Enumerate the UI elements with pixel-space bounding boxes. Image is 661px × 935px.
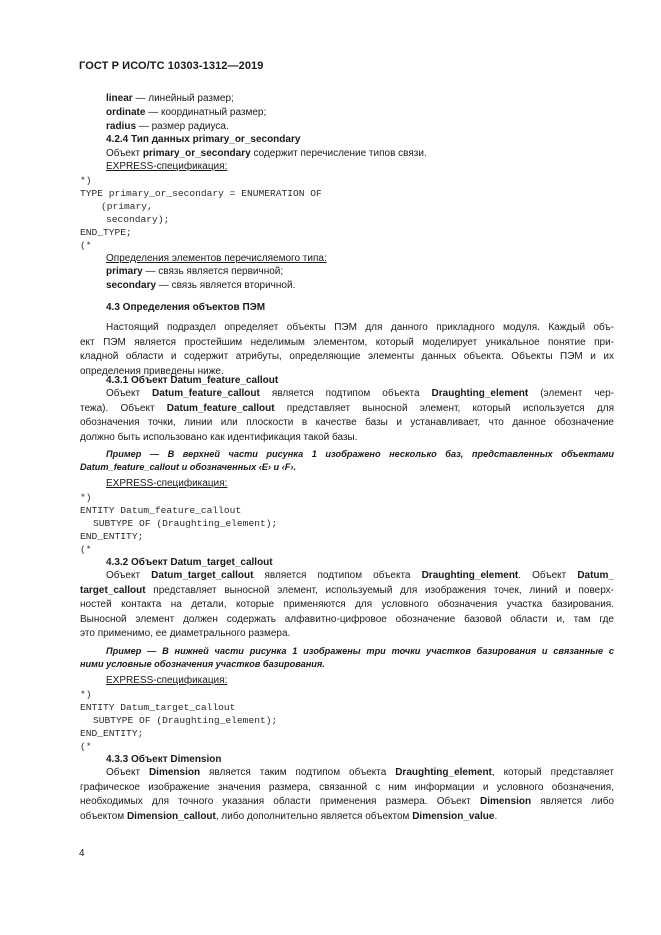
term: primary <box>106 266 143 277</box>
code-line: END_TYPE; <box>80 227 132 238</box>
text-line: ект ПЭМ является простейшим неделимым элементом, который моделирует уникальное понятие при- <box>80 336 614 348</box>
paragraph <box>80 569 614 642</box>
text-line: обозначения точки, линии или плоскости в качестве базы и устанавливает, что данное обозначение <box>80 417 614 429</box>
code-line: (* <box>80 741 92 752</box>
express-label: EXPRESS-спецификация: <box>106 675 228 686</box>
text-line: тежа). Объект Datum_feature_callout представляет выносной элемент, который используется для <box>80 402 614 414</box>
paragraph <box>80 387 614 445</box>
text-line: должно быть использовано как идентификация такой базы. <box>80 431 358 443</box>
text-line: Объект Datum_feature_callout является подтипом объекта Draughting_element (элемент чер- <box>106 388 614 399</box>
code-line: SUBTYPE OF (Draughting_element); <box>93 518 278 529</box>
section-heading: 4.3.1 Объект Datum_feature_callout <box>106 375 279 386</box>
code-line: END_ENTITY; <box>80 531 144 542</box>
code-line: TYPE primary_or_secondary = ENUMERATION OF <box>80 188 322 199</box>
list-item <box>106 120 229 134</box>
example-note <box>80 645 614 671</box>
document-header: ГОСТ Р ИСО/ТС 10303-1312—2019 <box>79 60 264 72</box>
example-note <box>80 448 614 474</box>
term: ordinate <box>106 107 146 118</box>
term: radius <box>106 121 137 132</box>
term-desc: — размер радиуса. <box>136 121 229 132</box>
text-line: необходимых для точного указания области применения размера. Объект Dimension является либо <box>80 796 614 808</box>
definitions-label: Определения элементов перечисляемого типа: <box>106 253 327 264</box>
term: secondary <box>106 280 157 291</box>
text-line: Выносной элемент должен содержать алфавитно-цифровое обозначение базовой области и, там где <box>80 613 614 625</box>
text-line: графическое изображение значения размера, связанной с ним информации и условного обозначения, <box>80 781 614 793</box>
term-desc: — линейный размер; <box>132 93 234 104</box>
text-line: Настоящий подраздел определяет объекты ПЭМ для данного прикладного модуля. Каждый объ- <box>106 322 614 333</box>
text-line: target_callout представляет выносной элемент, используемый для изображения точек, линий и поверх- <box>80 584 614 596</box>
list-item <box>106 106 266 120</box>
list-item <box>106 279 295 293</box>
term-desc: — связь является вторичной. <box>156 280 296 291</box>
note-line: Пример — В верхней части рисунка 1 изображено несколько баз, представленных объектами <box>106 449 614 459</box>
page-number: 4 <box>79 848 85 859</box>
paragraph <box>80 321 614 379</box>
term-desc: — связь является первичной; <box>142 266 284 277</box>
code-line: ENTITY Datum_feature_callout <box>80 505 242 516</box>
list-item <box>106 265 283 279</box>
code-line: ENTITY Datum_target_callout <box>80 702 236 713</box>
code-line: *) <box>80 492 92 503</box>
section-heading: 4.2.4 Тип данных primary_or_secondary <box>106 134 301 145</box>
term: linear <box>106 93 133 104</box>
list-item <box>106 92 234 106</box>
note-line: Datum_feature_callout и обозначенных ‹E› и ‹F›. <box>80 462 296 472</box>
text-line: ностей контакта на детали, которые применяются для условного обозначения участка базирования. <box>80 599 614 611</box>
text-line: объектом Dimension_callout, либо дополнительно является объектом Dimension_value. <box>80 810 498 822</box>
section-heading: 4.3.2 Объект Datum_target_callout <box>106 557 273 568</box>
note-line: ними условные обозначения участков базирования. <box>80 659 325 669</box>
section-heading: 4.3 Определения объектов ПЭМ <box>106 302 266 313</box>
paragraph <box>106 147 427 161</box>
paragraph <box>80 766 614 824</box>
code-line: (* <box>80 544 92 555</box>
code-line: secondary); <box>106 214 170 225</box>
text-line: определения приведены ниже. <box>80 365 224 377</box>
code-line: (primary, <box>101 201 153 212</box>
code-line: *) <box>80 689 92 700</box>
text: Объект <box>106 148 143 159</box>
note-line: Пример — В нижней части рисунка 1 изображены три точки участков базирования и связанные с <box>106 646 614 656</box>
code-line: END_ENTITY; <box>80 728 144 739</box>
express-label: EXPRESS-спецификация: <box>106 478 228 489</box>
text: содержит перечисление типов связи. <box>250 148 427 159</box>
section-heading: 4.3.3 Объект Dimension <box>106 754 222 765</box>
term-desc: — координатный размер; <box>145 107 267 118</box>
code-line: *) <box>80 175 92 186</box>
express-label: EXPRESS-спецификация: <box>106 161 228 172</box>
code-line: SUBTYPE OF (Draughting_element); <box>93 715 278 726</box>
code-line: (* <box>80 240 92 251</box>
text-line: Объект Datum_target_callout является подтипом объекта Draughting_element. Объект Datum_ <box>106 570 614 581</box>
text-line: это применимо, ее диаметрального размера. <box>80 628 291 640</box>
text-line: Объект Dimension является таким подтипом объекта Draughting_element, который представляет <box>106 767 614 778</box>
text-bold: primary_or_secondary <box>142 148 251 159</box>
text-line: кладной области и содержит атрибуты, определяющие элементы данных объекта. Объекты ПЭМ и их <box>80 351 614 363</box>
